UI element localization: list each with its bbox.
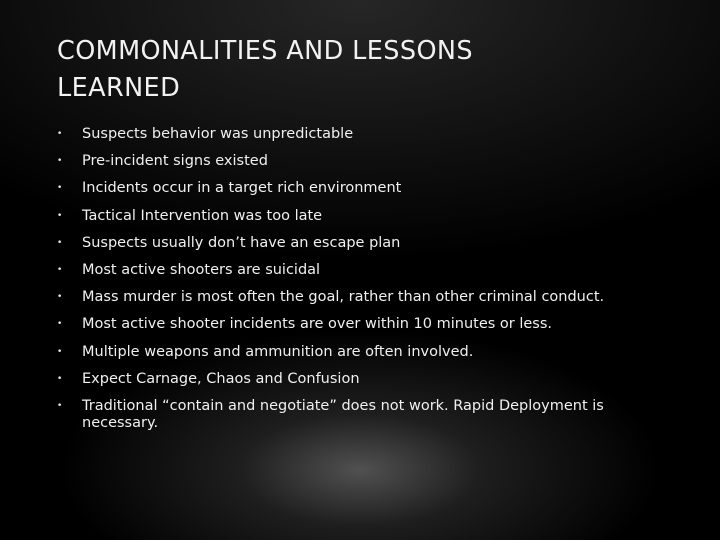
bullet-item — [57, 208, 677, 225]
bullet-icon: • — [57, 373, 63, 384]
bullet-text: Suspects usually don’t have an escape plan — [82, 234, 401, 251]
bullet-item — [57, 316, 677, 333]
bullet-list — [57, 126, 677, 442]
bullet-text: Suspects behavior was unpredictable — [82, 126, 354, 142]
bullet-icon: • — [57, 156, 63, 167]
slide-title — [57, 33, 677, 107]
bullet-icon: • — [57, 183, 63, 194]
bullet-item — [57, 153, 677, 170]
bullet-text: Incidents occur in a target rich environment — [82, 180, 402, 197]
bullet-icon: • — [57, 319, 63, 330]
bullet-item — [57, 289, 677, 306]
bullet-item — [57, 344, 677, 361]
bullet-icon: • — [57, 237, 63, 248]
bullet-text: Most active shooter incidents are over within 10 minutes or less. — [82, 316, 553, 333]
bullet-item — [57, 371, 677, 388]
bullet-text: Expect Carnage, Chaos and Confusion — [82, 370, 360, 387]
bullet-icon: • — [57, 400, 63, 411]
bullet-text: Mass murder is most often the goal, rather than other criminal conduct. — [82, 289, 605, 306]
bullet-icon: • — [57, 210, 63, 221]
bullet-item — [57, 262, 677, 279]
slide-title-line-1: COMMONALITIES AND LESSONS — [57, 36, 473, 66]
bullet-icon: • — [57, 264, 63, 275]
bullet-icon: • — [57, 292, 63, 303]
bullet-text: Traditional “contain and negotiate” does not work. Rapid Deployment is necessary. — [82, 397, 604, 431]
slide-title-line-2: LEARNED — [57, 73, 181, 103]
bullet-text: Multiple weapons and ammunition are often involved. — [82, 343, 474, 360]
bullet-text: Most active shooters are suicidal — [82, 261, 321, 278]
bullet-item — [57, 180, 677, 197]
bullet-item — [57, 126, 677, 143]
bullet-item — [57, 235, 677, 252]
bullet-item — [57, 398, 677, 432]
bullet-icon: • — [57, 346, 63, 357]
bullet-icon: • — [57, 129, 63, 139]
bullet-text: Tactical Intervention was too late — [82, 207, 323, 224]
bullet-text: Pre-incident signs existed — [82, 153, 268, 170]
